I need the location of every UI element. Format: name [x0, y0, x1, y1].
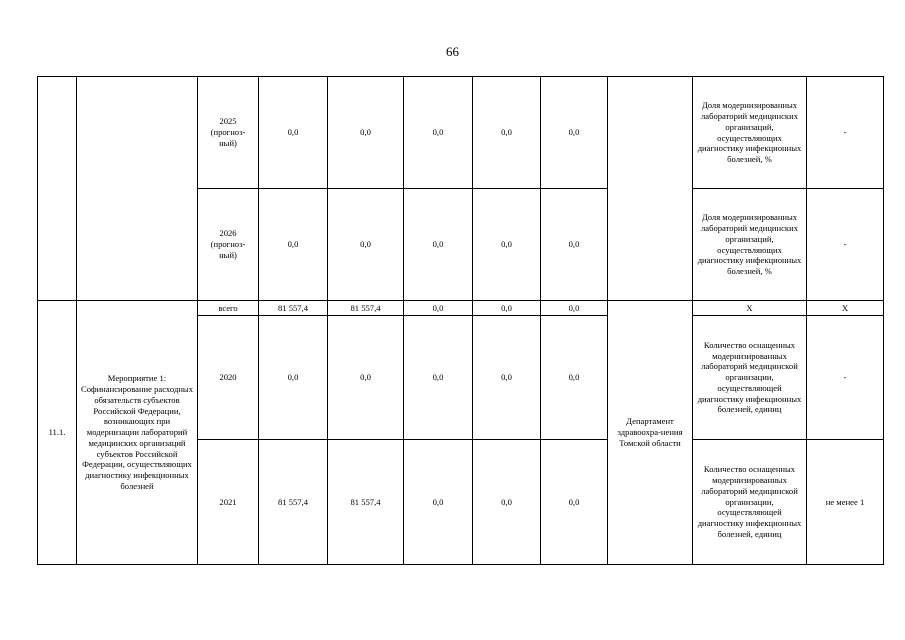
indicator-cell: Количество оснащенных модернизированных лабораторий медицинской организации, осуществляющей диагностику инфекционных болезней, единиц — [693, 316, 807, 440]
event-number-cell: 11.1. — [38, 301, 77, 565]
value-cell: 0,0 — [541, 189, 608, 301]
value-cell: 0,0 — [541, 301, 608, 316]
value-cell: 0,0 — [404, 440, 473, 565]
year-cell: всего — [198, 301, 259, 316]
value-cell: 0,0 — [541, 316, 608, 440]
value-cell: 0,0 — [259, 189, 328, 301]
value-cell: 0,0 — [404, 189, 473, 301]
value-cell: 81 557,4 — [328, 301, 404, 316]
page-number: 66 — [446, 44, 459, 59]
value-cell: 0,0 — [328, 77, 404, 189]
value-cell: 0,0 — [541, 77, 608, 189]
value-cell: 0,0 — [541, 440, 608, 565]
empty-executor-cell — [608, 77, 693, 301]
value-cell: 0,0 — [473, 77, 541, 189]
value-cell: 81 557,4 — [328, 440, 404, 565]
value-cell: 0,0 — [259, 77, 328, 189]
value-cell: 0,0 — [473, 316, 541, 440]
value-cell: 0,0 — [328, 189, 404, 301]
value-cell: 0,0 — [404, 316, 473, 440]
value-cell: 0,0 — [259, 316, 328, 440]
empty-name-cell — [77, 77, 198, 301]
table-row-2025 — [38, 77, 884, 189]
target-cell: X — [807, 301, 884, 316]
value-cell: 0,0 — [473, 189, 541, 301]
indicator-cell: X — [693, 301, 807, 316]
program-table — [37, 76, 884, 565]
value-cell: 81 557,4 — [259, 440, 328, 565]
value-cell: 0,0 — [328, 316, 404, 440]
target-cell: - — [807, 77, 884, 189]
table-row-total — [38, 301, 884, 316]
target-cell: не менее 1 — [807, 440, 884, 565]
executor-cell: Департамент здравоохра-нения Томской области — [608, 301, 693, 565]
event-name-cell: Мероприятие 1: Софинансирование расходных обязательств субъектов Российской Федерации, возникающих при модернизации лабораторий медицинских организаций субъектов Российской Федерации, осуществляющих диагностику инфекционных болезней — [77, 301, 198, 565]
value-cell: 0,0 — [404, 77, 473, 189]
indicator-cell: Доля модернизированных лабораторий медицинских организаций, осуществляющих диагностику инфекционных болезней, % — [693, 77, 807, 189]
value-cell: 0,0 — [404, 301, 473, 316]
indicator-cell: Количество оснащенных модернизированных лабораторий медицинской организации, осуществляющей диагностику инфекционных болезней, единиц — [693, 440, 807, 565]
year-cell: 2020 — [198, 316, 259, 440]
year-cell: 2026 (прогноз- ный) — [198, 189, 259, 301]
value-cell: 81 557,4 — [259, 301, 328, 316]
empty-number-cell — [38, 77, 77, 301]
value-cell: 0,0 — [473, 440, 541, 565]
target-cell: - — [807, 316, 884, 440]
target-cell: - — [807, 189, 884, 301]
value-cell: 0,0 — [473, 301, 541, 316]
year-cell: 2025 (прогноз- ный) — [198, 77, 259, 189]
year-cell: 2021 — [198, 440, 259, 565]
indicator-cell: Доля модернизированных лабораторий медицинских организаций, осуществляющих диагностику инфекционных болезней, % — [693, 189, 807, 301]
